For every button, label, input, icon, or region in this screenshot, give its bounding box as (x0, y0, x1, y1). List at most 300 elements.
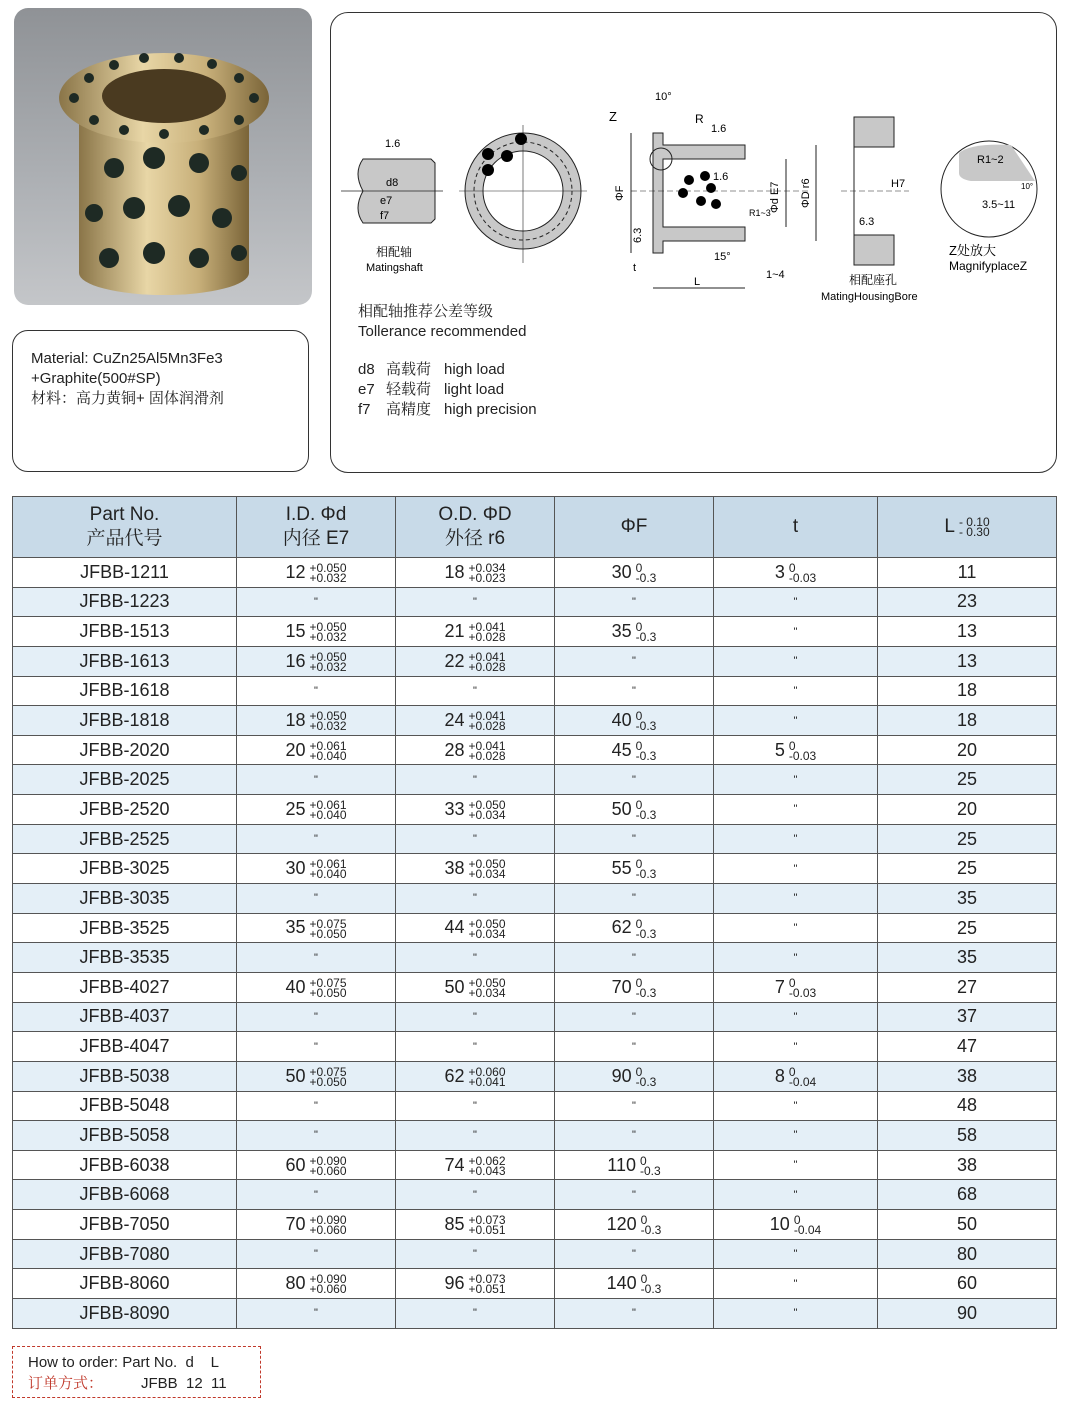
cell-od (396, 795, 555, 825)
value: 18 (285, 709, 306, 730)
cell-t: " (714, 1150, 878, 1180)
table-row (13, 1239, 1057, 1269)
cell-od: " (396, 1239, 555, 1269)
upper-tolerance: +0.041 (468, 620, 506, 635)
lower-tolerance: +0.051 (468, 1223, 506, 1238)
lower-tolerance: -0.3 (635, 808, 657, 823)
table-row (13, 558, 1057, 588)
tolerance-stack (635, 857, 657, 882)
cell-t: " (714, 617, 878, 647)
tolerance-stack (309, 798, 347, 823)
cell-f (555, 1269, 714, 1299)
header-l: L - 0.10 - 0.30 (878, 497, 1057, 558)
cell-id: " (237, 676, 396, 706)
value: 35 (611, 620, 632, 641)
tolerance-cn: 高载荷 (386, 361, 432, 378)
lower-tolerance: +0.028 (468, 659, 506, 674)
upper-tolerance: +0.062 (468, 1153, 506, 1168)
cell-id: " (237, 765, 396, 795)
tolerance-cn: 轻载荷 (386, 381, 432, 398)
r-label: R (695, 112, 704, 126)
tolerance-stack (468, 975, 506, 1000)
t-label: t (633, 262, 637, 274)
table-row (13, 1180, 1057, 1210)
upper-tolerance: 0 (788, 975, 796, 990)
value: 120 (606, 1213, 637, 1234)
value: 3 (774, 561, 785, 582)
table-row (13, 587, 1057, 617)
cell-od: " (396, 587, 555, 617)
cell-part-no: JFBB-2020 (13, 735, 237, 765)
value: 20 (285, 739, 306, 760)
tolerance-stack (309, 709, 347, 734)
shaft-label-cn: 相配轴 (376, 245, 413, 259)
cell-l: 18 (878, 676, 1057, 706)
tolerance-stack (309, 916, 347, 941)
cell-id (237, 972, 396, 1002)
upper-tolerance: +0.041 (468, 709, 506, 724)
lower-tolerance: +0.040 (309, 867, 347, 882)
lower-tolerance: -0.3 (635, 630, 657, 645)
bore-label-cn: 相配座孔 (849, 273, 898, 287)
value: 21 (444, 620, 465, 641)
value: 24 (444, 709, 465, 730)
cell-od (396, 1150, 555, 1180)
cell-id (237, 617, 396, 647)
value: 30 (611, 561, 632, 582)
cell-t: " (714, 1180, 878, 1210)
upper-tolerance: +0.060 (468, 1064, 506, 1079)
cell-od (396, 617, 555, 647)
cell-part-no: JFBB-8090 (13, 1299, 237, 1329)
cell-id: " (237, 1239, 396, 1269)
cell-part-no: JFBB-1223 (13, 587, 237, 617)
upper-tolerance: 0 (640, 1153, 647, 1168)
upper-tolerance: 0 (788, 1064, 796, 1079)
upper-tolerance: +0.090 (309, 1153, 347, 1168)
cell-od: " (396, 676, 555, 706)
lower-tolerance: +0.023 (468, 570, 506, 585)
cell-part-no: JFBB-6068 (13, 1180, 237, 1210)
cell-f: " (555, 943, 714, 973)
header-f: ΦF (555, 497, 714, 558)
tolerance-stack (309, 1213, 347, 1238)
cell-f (555, 913, 714, 943)
cell-f: " (555, 884, 714, 914)
table-row (13, 765, 1057, 795)
cell-id: " (237, 824, 396, 854)
cell-f: " (555, 1239, 714, 1269)
cell-od (396, 913, 555, 943)
bore-roughness: 6.3 (859, 216, 875, 228)
tolerance-cn: 高精度 (386, 401, 432, 418)
value: 16 (285, 650, 306, 671)
cell-od: " (396, 1299, 555, 1329)
table-row (13, 1121, 1057, 1151)
cell-t (714, 558, 878, 588)
lower-tolerance: +0.034 (468, 985, 506, 1000)
table-row (13, 706, 1057, 736)
cell-id: " (237, 1091, 396, 1121)
cell-id: " (237, 1032, 396, 1062)
cell-id (237, 795, 396, 825)
table-row (13, 1002, 1057, 1032)
value: 35 (285, 917, 306, 938)
value: 60 (285, 1154, 306, 1175)
cell-t: " (714, 1032, 878, 1062)
upper-tolerance: +0.061 (309, 738, 347, 753)
upper-tolerance: 0 (635, 916, 643, 931)
table-row (13, 943, 1057, 973)
cell-l: 80 (878, 1239, 1057, 1269)
upper-tolerance: 0 (635, 1064, 643, 1079)
cell-part-no: JFBB-7050 (13, 1210, 237, 1240)
L-label: L (694, 276, 701, 288)
value: 96 (444, 1273, 465, 1294)
upper-tolerance: 0 (635, 560, 643, 575)
cell-f (555, 1061, 714, 1091)
value: 50 (285, 1065, 306, 1086)
tolerance-stack (640, 1153, 661, 1178)
lower-tolerance: -0.3 (635, 719, 657, 734)
tolerance-en: light load (444, 381, 505, 398)
cell-od (396, 735, 555, 765)
upper-tolerance: +0.050 (468, 798, 506, 813)
value: 90 (611, 1065, 632, 1086)
cell-l: 20 (878, 735, 1057, 765)
cell-t: " (714, 884, 878, 914)
cell-f (555, 706, 714, 736)
cell-f (555, 1150, 714, 1180)
cell-t: " (714, 1091, 878, 1121)
value: 50 (444, 976, 465, 997)
cell-l: 25 (878, 913, 1057, 943)
tolerance-code: f7 (358, 401, 371, 418)
lower-tolerance: +0.028 (468, 748, 506, 763)
cell-f: " (555, 646, 714, 676)
cell-od (396, 558, 555, 588)
cell-t (714, 1210, 878, 1240)
cell-f: " (555, 1032, 714, 1062)
cell-part-no: JFBB-8060 (13, 1269, 237, 1299)
mag-10-label: 10° (1021, 182, 1034, 191)
cell-id (237, 1061, 396, 1091)
cell-t: " (714, 765, 878, 795)
value: 5 (774, 739, 785, 760)
tolerance-stack (309, 1153, 347, 1178)
r13-label: R1~3 (749, 208, 771, 218)
cell-od (396, 706, 555, 736)
cell-od (396, 646, 555, 676)
upper-tolerance: +0.075 (309, 916, 347, 931)
lower-tolerance: +0.034 (468, 867, 506, 882)
cell-part-no: JFBB-5038 (13, 1061, 237, 1091)
cell-t (714, 972, 878, 1002)
cell-f (555, 795, 714, 825)
lower-tolerance: +0.060 (309, 1223, 347, 1238)
r12-label: R1~2 (977, 154, 1004, 166)
tolerance-stack (309, 857, 347, 882)
table-row (13, 1150, 1057, 1180)
header-id: I.D. Φd 内径 E7 (237, 497, 396, 558)
lower-tolerance: -0.3 (635, 985, 657, 1000)
tolerance-title-cn: 相配轴推荐公差等级 (358, 303, 494, 320)
value: 50 (611, 798, 632, 819)
magnify-z-drawing (941, 141, 1037, 273)
tolerance-stack (468, 1272, 506, 1297)
lower-tolerance: -0.3 (635, 926, 657, 941)
table-row (13, 824, 1057, 854)
cell-f: " (555, 824, 714, 854)
lower-tolerance: +0.040 (309, 808, 347, 823)
value: 40 (285, 976, 306, 997)
value: 45 (611, 739, 632, 760)
product-photo (14, 8, 312, 305)
lower-tolerance: -0.3 (640, 1223, 662, 1238)
table-row (13, 913, 1057, 943)
bushing-end-view (459, 125, 587, 263)
mag-label-cn: Z处放大 (949, 243, 996, 258)
cell-f (555, 972, 714, 1002)
table-row (13, 795, 1057, 825)
cell-t: " (714, 854, 878, 884)
tolerance-stack (635, 709, 657, 734)
chamfer-label: 1~4 (766, 269, 785, 281)
roughness-1.6: 1.6 (711, 123, 727, 135)
upper-tolerance: +0.050 (468, 857, 506, 872)
table-row (13, 1269, 1057, 1299)
cell-id (237, 1269, 396, 1299)
cell-f (555, 735, 714, 765)
cell-od: " (396, 1091, 555, 1121)
upper-tolerance: 0 (788, 560, 796, 575)
upper-tolerance: 0 (635, 738, 643, 753)
phid-label: Φd E7 (769, 181, 781, 213)
cell-od: " (396, 1180, 555, 1210)
cell-od: " (396, 824, 555, 854)
upper-tolerance: +0.041 (468, 649, 506, 664)
value: 80 (285, 1273, 306, 1294)
tolerance-stack (640, 1272, 662, 1297)
housing-bore-drawing (821, 117, 918, 303)
cell-part-no: JFBB-3035 (13, 884, 237, 914)
table-row (13, 1299, 1057, 1329)
lower-tolerance: +0.060 (309, 1282, 347, 1297)
h7-label: H7 (891, 178, 906, 190)
cell-od (396, 1269, 555, 1299)
how-to-order-box (12, 1346, 261, 1398)
value: 40 (611, 709, 632, 730)
lower-tolerance: +0.050 (309, 985, 347, 1000)
value: 44 (444, 917, 465, 938)
cell-t: " (714, 824, 878, 854)
tolerance-stack (468, 1064, 506, 1089)
cell-part-no: JFBB-3025 (13, 854, 237, 884)
cell-od (396, 1061, 555, 1091)
tolerance-stack (468, 916, 506, 941)
tolerance-en: high load (444, 361, 505, 378)
cell-id: " (237, 1299, 396, 1329)
tolerance-stack (468, 798, 506, 823)
cell-l: 48 (878, 1091, 1057, 1121)
value: 70 (285, 1213, 306, 1234)
order-example: JFBB 12 11 (141, 1375, 227, 1392)
tolerance-item (358, 380, 537, 400)
value: 7 (774, 976, 785, 997)
tolerance-stack (468, 857, 506, 882)
table-row (13, 1061, 1057, 1091)
lower-tolerance: -0.3 (635, 570, 657, 585)
tolerance-stack (468, 620, 506, 645)
value: 18 (444, 561, 465, 582)
lower-tolerance: +0.050 (309, 926, 347, 941)
cell-t (714, 1061, 878, 1091)
cell-t: " (714, 1002, 878, 1032)
tolerance-code: e7 (358, 381, 375, 398)
cell-l: 35 (878, 943, 1057, 973)
upper-tolerance: +0.075 (309, 1064, 347, 1079)
tolerance-stack (309, 620, 347, 645)
cell-f (555, 854, 714, 884)
cell-id (237, 735, 396, 765)
upper-tolerance: 0 (635, 857, 643, 872)
lower-tolerance: -0.03 (788, 570, 817, 585)
table-row (13, 617, 1057, 647)
table-row (13, 735, 1057, 765)
parts-table (12, 496, 1057, 1329)
cell-part-no: JFBB-1818 (13, 706, 237, 736)
cell-f: " (555, 1121, 714, 1151)
cell-l: 18 (878, 706, 1057, 736)
tolerance-stack (468, 649, 506, 674)
tolerance-en: high precision (444, 401, 537, 418)
tol-f7: f7 (380, 210, 390, 222)
value: 38 (444, 858, 465, 879)
upper-tolerance: +0.050 (309, 709, 347, 724)
table-row (13, 1210, 1057, 1240)
cell-f: " (555, 1091, 714, 1121)
cell-l: 68 (878, 1180, 1057, 1210)
upper-tolerance: +0.090 (309, 1213, 347, 1228)
cell-id: " (237, 884, 396, 914)
tolerance-stack (793, 1213, 822, 1238)
cell-t (714, 735, 878, 765)
shaft-label-en: Matingshaft (366, 262, 423, 274)
table-row (13, 854, 1057, 884)
cell-part-no: JFBB-3525 (13, 913, 237, 943)
cell-t: " (714, 1239, 878, 1269)
tolerance-stack (309, 1064, 347, 1089)
cell-od: " (396, 884, 555, 914)
lower-tolerance: -0.3 (635, 748, 657, 763)
value: 30 (285, 858, 306, 879)
cell-l: 23 (878, 587, 1057, 617)
tol-e7: e7 (380, 195, 393, 207)
cell-id (237, 558, 396, 588)
upper-tolerance: 0 (640, 1213, 648, 1228)
cell-f: " (555, 1002, 714, 1032)
bushing-image (14, 8, 312, 305)
cell-part-no: JFBB-2025 (13, 765, 237, 795)
cell-l: 37 (878, 1002, 1057, 1032)
lower-tolerance: +0.034 (468, 926, 506, 941)
cell-od: " (396, 1002, 555, 1032)
upper-tolerance: 0 (635, 975, 643, 990)
cell-part-no: JFBB-2520 (13, 795, 237, 825)
lower-tolerance: -0.3 (640, 1163, 661, 1178)
cell-l: 47 (878, 1032, 1057, 1062)
cell-l: 13 (878, 646, 1057, 676)
upper-tolerance: +0.061 (309, 798, 347, 813)
tolerance-stack (309, 1272, 347, 1297)
cell-part-no: JFBB-4047 (13, 1032, 237, 1062)
lower-tolerance: -0.3 (635, 1074, 657, 1089)
cell-f: " (555, 676, 714, 706)
value: 25 (285, 798, 306, 819)
lower-tolerance: +0.040 (309, 748, 347, 763)
tolerance-stack (468, 738, 506, 763)
tolerance-stack (468, 560, 506, 585)
cell-id (237, 854, 396, 884)
lower-tolerance: +0.034 (468, 808, 506, 823)
tolerance-code: d8 (358, 361, 375, 378)
value: 110 (607, 1154, 636, 1175)
phiF-label: ΦF (614, 185, 626, 201)
cell-part-no: JFBB-3535 (13, 943, 237, 973)
order-label-cn: 订单方式： (28, 1375, 104, 1392)
cell-f: " (555, 1180, 714, 1210)
cell-od (396, 972, 555, 1002)
material-line-cn: 材料：高力黄铜+ 固体润滑剂 (31, 390, 224, 407)
cell-t: " (714, 587, 878, 617)
upper-tolerance: 0 (788, 738, 796, 753)
header-part-no: Part No. 产品代号 (13, 497, 237, 558)
upper-tolerance: +0.073 (468, 1272, 506, 1287)
roughness-1.6-inner: 1.6 (713, 171, 729, 183)
value: 140 (606, 1273, 637, 1294)
value: 85 (444, 1213, 465, 1234)
tolerance-stack (635, 560, 657, 585)
tolerance-title-en: Tollerance recommended (358, 323, 527, 340)
tolerance-stack (309, 738, 347, 763)
tolerance-stack (788, 975, 817, 1000)
cell-l: 38 (878, 1150, 1057, 1180)
upper-tolerance: 0 (635, 709, 643, 724)
lower-tolerance: -0.04 (788, 1074, 817, 1089)
tolerance-stack (635, 975, 657, 1000)
header-t: t (714, 497, 878, 558)
cell-part-no: JFBB-2525 (13, 824, 237, 854)
value: 62 (611, 917, 632, 938)
cell-part-no: JFBB-1513 (13, 617, 237, 647)
cell-part-no: JFBB-1613 (13, 646, 237, 676)
cell-t: " (714, 706, 878, 736)
cell-od: " (396, 943, 555, 973)
upper-tolerance: +0.075 (309, 975, 347, 990)
upper-tolerance: 0 (635, 620, 643, 635)
tolerance-stack (468, 709, 506, 734)
mag-label-en: MagnifyplaceZ (949, 259, 1028, 273)
header-od: O.D. ΦD 外径 r6 (396, 497, 555, 558)
tolerance-stack (640, 1213, 662, 1238)
cell-l: 27 (878, 972, 1057, 1002)
z-label: Z (609, 109, 617, 124)
cell-id (237, 706, 396, 736)
tolerance-stack (635, 620, 657, 645)
value: 12 (285, 561, 306, 582)
lower-tolerance: +0.060 (309, 1163, 347, 1178)
cell-t: " (714, 646, 878, 676)
